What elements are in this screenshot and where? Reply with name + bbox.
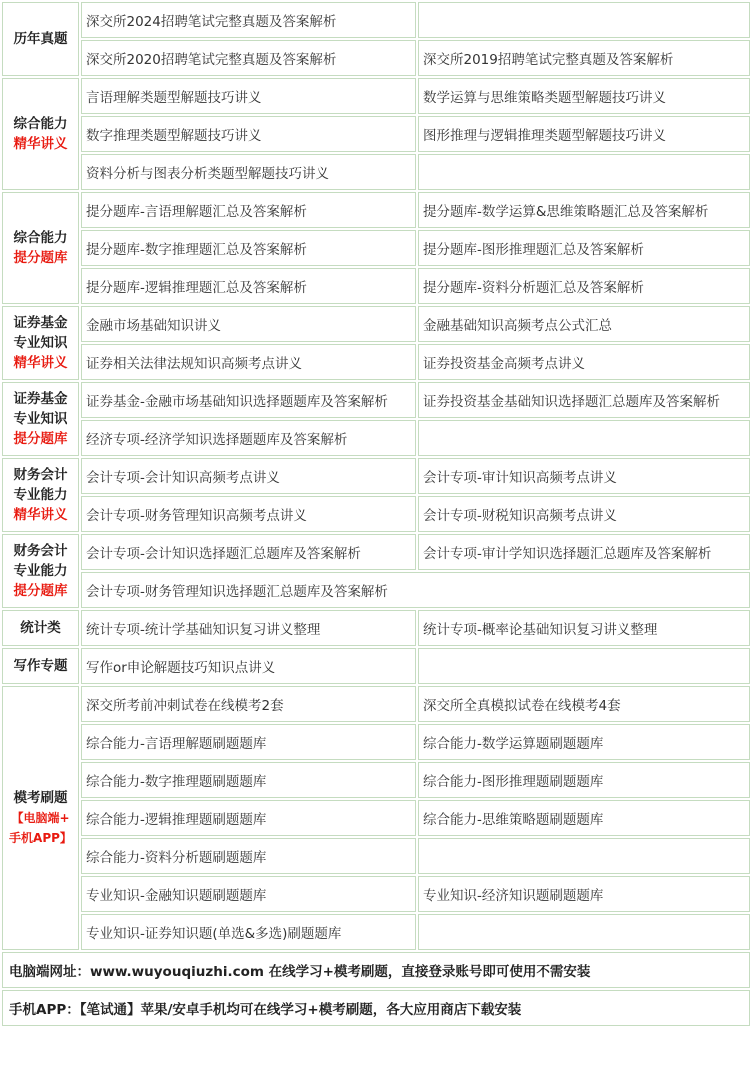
catalog-item[interactable]: 证券投资基金高频考点讲义 [418,344,750,380]
table-row [2,40,750,76]
table-row [2,762,750,798]
table-row [2,914,750,950]
table-row [2,648,750,684]
category-accounting-bank: 财务会计 专业能力 提分题库 [2,534,79,608]
empty-cell [418,154,750,190]
table-row [2,78,750,114]
catalog-item[interactable]: 数学运算与思维策略类题型解题技巧讲义 [418,78,750,114]
table-row [2,990,750,1026]
table-row [2,154,750,190]
catalog-item[interactable]: 言语理解类题型解题技巧讲义 [81,78,416,114]
catalog-item[interactable]: 会计专项-财税知识高频考点讲义 [418,496,750,532]
catalog-item[interactable]: 证券投资基金基础知识选择题汇总题库及答案解析 [418,382,750,418]
empty-cell [418,648,750,684]
catalog-item[interactable]: 会计专项-审计知识高频考点讲义 [418,458,750,494]
table-row [2,306,750,342]
catalog-item[interactable]: 专业知识-经济知识题刷题题库 [418,876,750,912]
catalog-item[interactable]: 会计专项-会计知识选择题汇总题库及答案解析 [81,534,416,570]
catalog-item[interactable]: 提分题库-数学运算&思维策略题汇总及答案解析 [418,192,750,228]
category-past-exams: 历年真题 [2,2,79,76]
table-row [2,724,750,760]
catalog-item[interactable]: 经济专项-经济学知识选择题题库及答案解析 [81,420,416,456]
table-row [2,686,750,722]
table-row [2,2,750,38]
category-writing: 写作专题 [2,648,79,684]
catalog-item[interactable]: 综合能力-资料分析题刷题题库 [81,838,416,874]
catalog-item[interactable]: 专业知识-证券知识题(单选&多选)刷题题库 [81,914,416,950]
empty-cell [418,2,750,38]
empty-cell [418,838,750,874]
catalog-item[interactable]: 证券基金-金融市场基础知识选择题题库及答案解析 [81,382,416,418]
table-row [2,458,750,494]
category-comprehensive-lectures: 综合能力 精华讲义 [2,78,79,190]
table-row [2,230,750,266]
footer-app: 手机APP：【笔试通】苹果/安卓手机均可在线学习+模考刷题，各大应用商店下载安装 [2,990,750,1026]
catalog-item[interactable]: 会计专项-会计知识高频考点讲义 [81,458,416,494]
catalog-item[interactable]: 深交所2019招聘笔试完整真题及答案解析 [418,40,750,76]
catalog-item[interactable]: 提分题库-数字推理题汇总及答案解析 [81,230,416,266]
table-row [2,838,750,874]
catalog-item[interactable]: 写作or申论解题技巧知识点讲义 [81,648,416,684]
footer-website: 电脑端网址：www.wuyouqiuzhi.com 在线学习+模考刷题，直接登录账号即可使用不需安装 [2,952,750,988]
catalog-item[interactable]: 统计专项-概率论基础知识复习讲义整理 [418,610,750,646]
table-row [2,534,750,570]
catalog-item[interactable]: 综合能力-言语理解题刷题题库 [81,724,416,760]
catalog-item[interactable]: 深交所2020招聘笔试完整真题及答案解析 [81,40,416,76]
table-row [2,800,750,836]
table-row [2,952,750,988]
catalog-item[interactable]: 会计专项-财务管理知识选择题汇总题库及答案解析 [81,572,750,608]
catalog-item[interactable]: 资料分析与图表分析类题型解题技巧讲义 [81,154,416,190]
catalog-item[interactable]: 统计专项-统计学基础知识复习讲义整理 [81,610,416,646]
table-row [2,116,750,152]
table-row [2,420,750,456]
table-row [2,876,750,912]
category-comprehensive-bank: 综合能力 提分题库 [2,192,79,304]
table-row [2,268,750,304]
category-statistics: 统计类 [2,610,79,646]
catalog-item[interactable]: 综合能力-数字推理题刷题题库 [81,762,416,798]
catalog-item[interactable]: 专业知识-金融知识题刷题题库 [81,876,416,912]
catalog-item[interactable]: 会计专项-审计学知识选择题汇总题库及答案解析 [418,534,750,570]
catalog-item[interactable]: 数字推理类题型解题技巧讲义 [81,116,416,152]
catalog-item[interactable]: 金融市场基础知识讲义 [81,306,416,342]
category-securities-bank: 证券基金 专业知识 提分题库 [2,382,79,456]
table-row [2,192,750,228]
catalog-item[interactable]: 提分题库-言语理解题汇总及答案解析 [81,192,416,228]
table-row [2,344,750,380]
catalog-item[interactable]: 深交所2024招聘笔试完整真题及答案解析 [81,2,416,38]
table-row [2,496,750,532]
catalog-item[interactable]: 综合能力-图形推理题刷题题库 [418,762,750,798]
category-mock-exams: 模考刷题 【电脑端+ 手机APP】 [2,686,79,950]
catalog-item[interactable]: 图形推理与逻辑推理类题型解题技巧讲义 [418,116,750,152]
catalog-item[interactable]: 金融基础知识高频考点公式汇总 [418,306,750,342]
empty-cell [418,914,750,950]
catalog-item[interactable]: 会计专项-财务管理知识高频考点讲义 [81,496,416,532]
catalog-item[interactable]: 证券相关法律法规知识高频考点讲义 [81,344,416,380]
catalog-item[interactable]: 深交所全真模拟试卷在线模考4套 [418,686,750,722]
category-accounting-lectures: 财务会计 专业能力 精华讲义 [2,458,79,532]
catalog-item[interactable]: 深交所考前冲刺试卷在线模考2套 [81,686,416,722]
table-row [2,610,750,646]
table-row [2,382,750,418]
empty-cell [418,420,750,456]
catalog-item[interactable]: 提分题库-逻辑推理题汇总及答案解析 [81,268,416,304]
category-securities-lectures: 证券基金 专业知识 精华讲义 [2,306,79,380]
table-row [2,572,750,608]
catalog-item[interactable]: 综合能力-数学运算题刷题题库 [418,724,750,760]
catalog-item[interactable]: 综合能力-思维策略题刷题题库 [418,800,750,836]
catalog-item[interactable]: 提分题库-资料分析题汇总及答案解析 [418,268,750,304]
catalog-item[interactable]: 提分题库-图形推理题汇总及答案解析 [418,230,750,266]
catalog-item[interactable]: 综合能力-逻辑推理题刷题题库 [81,800,416,836]
